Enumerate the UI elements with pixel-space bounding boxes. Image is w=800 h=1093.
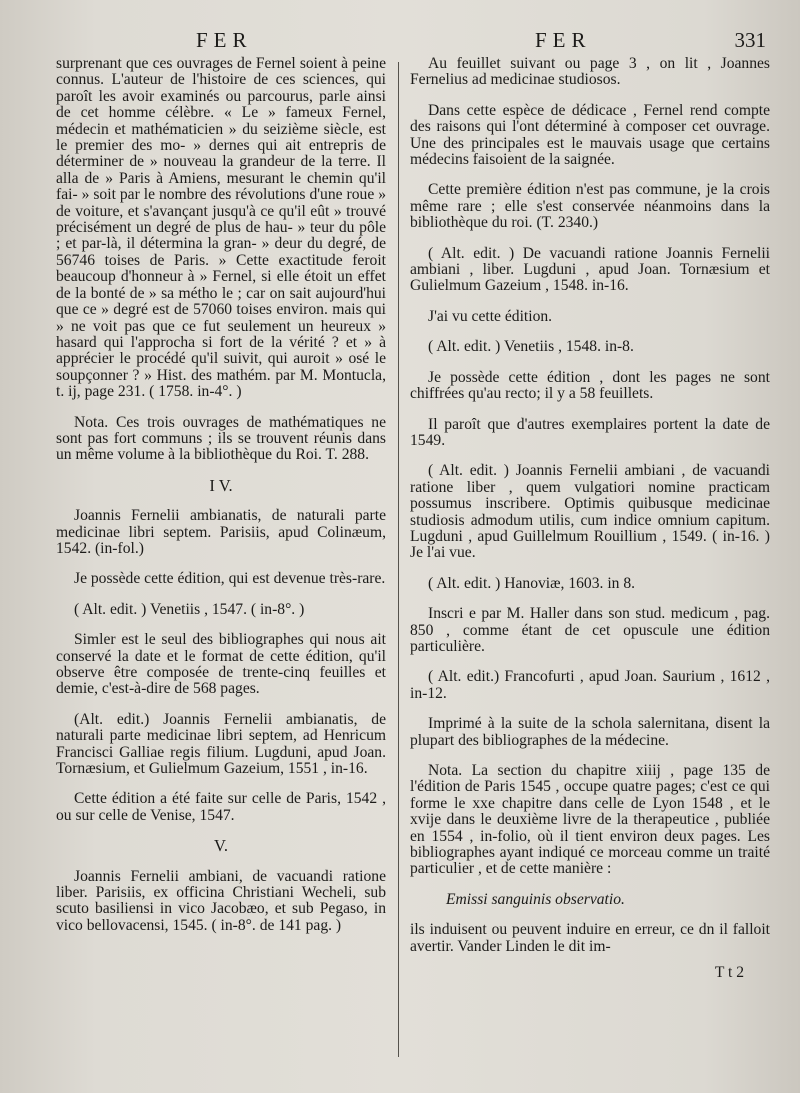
paragraph-feuillet: Au feuillet suivant ou page 3 , on lit , Joannes Fernelius ad medicinae studiosos. bbox=[410, 55, 770, 89]
paragraph-linden: ils induisent ou peuvent induire en erreur, ce dn il falloit avertir. Vander Linden le dit im- bbox=[410, 921, 770, 955]
paragraph-nota-1: Nota. Ces trois ouvrages de mathématiques ne sont pas fort communs ; ils se trouvent réunis dans un même volume à la bibliothèque du Roi. T. 288. bbox=[56, 413, 386, 464]
right-column bbox=[410, 56, 770, 981]
paragraph-alt-hanoviae: ( Alt. edit. ) Hanoviæ, 1603. in 8. bbox=[428, 574, 636, 592]
paragraph-alt-venetiis: ( Alt. edit. ) Venetiis , 1547. ( in-8°. ) bbox=[74, 600, 305, 618]
paragraph-alt-lugduni: (Alt. edit.) Joannis Fernelii ambianatis, de naturali parte medicinae libri septem, ad Henricum Francisci Galliae regis filium. Lugduni, apud Joan. Tornæsium, et Gulielmum Gazeium, 1551 , in-16. bbox=[56, 710, 386, 778]
paragraph-haller: Inscri e par M. Haller dans son stud. medicum , pag. 850 , comme étant de cet opuscule une édition particulière. bbox=[410, 605, 770, 655]
paragraph-dedicace: Dans cette espèce de dédicace , Fernel rend compte des raisons qui l'ont déterminé à composer cet ouvrage. Une des principales est le mauvais usage que certains médecins faisoient de la saignée. bbox=[410, 101, 770, 169]
running-head-right: FER bbox=[535, 28, 592, 52]
paragraph-schola: Imprimé à la suite de la schola salernitana, disent la plupart des bibliographes de la médecine. bbox=[410, 715, 770, 749]
section-heading-iv: I V. bbox=[209, 475, 233, 495]
paragraph-entry-iv: Joannis Fernelii ambianatis, de naturali parte medicinae libri septem. Parisiis, apud Colinæum, 1542. (in-fol.) bbox=[56, 507, 386, 557]
paragraph-montucla-quote: surprenant que ces ouvrages de Fernel soient à peine connus. L'auteur de l'histoire de ces sciences, qui paroît les avoir examinés ou parcourus, parle ainsi de cet homme célèbre. « Le » fameux Fernel, médecin et mathématicien » du seizième siècle, est le premier des mo- » dernes qui ait entrepris de déterminer de » nouveau la grandeur de la terre. Il alla de » Paris à Amiens, mesurant le chemin qu'il fai- » soit par le nombre des révolutions d'une roue » de voiture, et s'avançant jusqu'à ce qu'il eût » trouvé précisément un degré de plus de hau- » teur du pôle ; et par-là, il détermina la gran- » deur du degré, de 56746 toises de Paris. » Cette exactitude feroit beaucoup d'honneur à » Fernel, si elle étoit un effet de la bonté de » sa métho le ; car on sait aujourd'hui que ce » degré est de 57060 toises environ. mais qui » ne voit pas que ce fut seulement un heureux » hasard qui l'approcha si fort de la vérité ? et » à apprécier le procédé qu'il suivit, qui auroit » osé le soupçonner ? » Hist. des mathém. par M. Montucla, t. ij, page 231. ( 1758. in-4°. ) bbox=[56, 55, 386, 401]
paragraph-possession-note: Je possède cette édition, qui est devenue très-rare. bbox=[74, 570, 386, 588]
paragraph-nota-2: Nota. La section du chapitre xiiij , page 135 de l'édition de Paris 1545 , occupe quatre pages; c'est ce qui forme le xxe chapitre dans celle de Lyon 1548 , et le xvije dans le deuxième livre de la therapeutice , publiée en 1554 , in-folio, où il tient environ deux pages. Les bibliographes ayant indiqué ce morceau comme un traité particulier , et de cette manière : bbox=[410, 762, 770, 878]
column-divider bbox=[398, 62, 399, 1057]
running-head-left: FER bbox=[196, 28, 253, 52]
paragraph-alt-venetiis-1548: ( Alt. edit. ) Venetiis , 1548. in-8. bbox=[428, 338, 634, 356]
paragraph-simler: Simler est le seul des bibliographes qui nous ait conservé la date et le format de cette édition, qu'il observe être composée de trente-cinq feuilles et demie, c'est-à-dire de 568 pages. bbox=[56, 631, 386, 698]
page-number: 331 bbox=[734, 28, 766, 52]
signature-mark: T t 2 bbox=[714, 964, 744, 982]
paragraph-emissi: Emissi sanguinis observatio. bbox=[446, 890, 625, 908]
left-column bbox=[56, 56, 386, 948]
paragraph-premiere-edition: Cette première édition n'est pas commune, je la crois même rare ; elle s'est conservée néanmoins dans la bibliothèque du roi. (T. 2340.) bbox=[410, 181, 770, 232]
paragraph-vu: J'ai vu cette édition. bbox=[428, 307, 553, 325]
paragraph-possede-feuillets: Je possède cette édition , dont les pages ne sont chiffrées qu'au recto; il y a 58 feuillets. bbox=[410, 368, 770, 403]
paragraph-alt-rouillium: ( Alt. edit. ) Joannis Fernelii ambiani , de vacuandi ratione liber , quem vulgatiori nomine practicam possumus inscribere. Optimis quibusque medicinae studiosis admodum utilis, cum indice omnium capitum. Lugduni , apud Guillelmum Rouillium , 1549. ( in-16. ) Je l'ai vue. bbox=[410, 462, 770, 562]
section-heading-v: V. bbox=[214, 836, 228, 856]
paragraph-entry-v: Joannis Fernelii ambiani, de vacuandi ratione liber. Parisiis, ex officina Christiani Wecheli, sub scuto basiliensi in vico Jacobæo, et sub Pegaso, in vico bellovacensi, 1545. ( in-8°. de 141 pag. ) bbox=[56, 867, 386, 934]
paragraph-alt-lugduni-1548: ( Alt. edit. ) De vacuandi ratione Joannis Fernelii ambiani , liber. Lugduni , apud Joan. Tornæsium et Gulielmum Gazeium , 1548. in-16. bbox=[410, 244, 770, 295]
paragraph-date-1549: Il paroît que d'autres exemplaires portent la date de 1549. bbox=[410, 415, 770, 449]
paragraph-alt-francofurti: ( Alt. edit.) Francofurti , apud Joan. Saurium , 1612 , in-12. bbox=[410, 668, 770, 702]
paragraph-edition-note: Cette édition a été faite sur celle de Paris, 1542 , ou sur celle de Venise, 1547. bbox=[56, 790, 386, 824]
